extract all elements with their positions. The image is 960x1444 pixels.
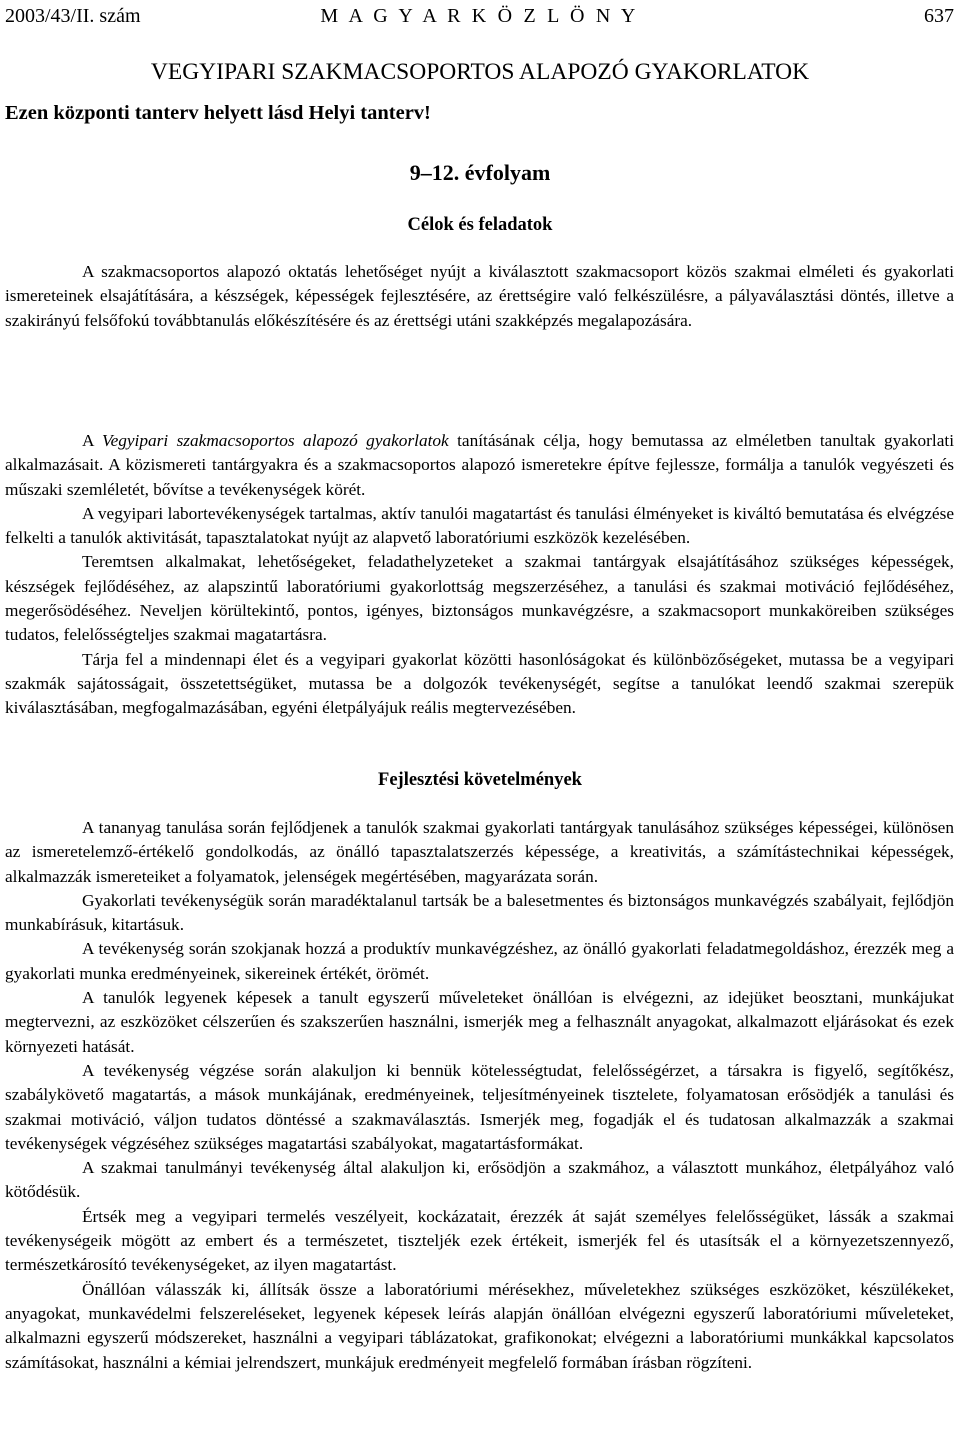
requirements-paragraph: A tananyag tanulása során fejlődjenek a tanulók szakmai gyakorlati tantárgyak tanulásához szükséges képességei, különösen az ismeretelemző-értékelő gondolkodás, az önálló tapasztalatszerzés képessége, a kreativitás, a számítástechnikai képességek, alkalmazzák ismereteiket a folyamatok, jelenségek megértésében, magyarázata során.: [5, 818, 954, 886]
requirements-paragraph: A tanulók legyenek képesek a tanult egyszerű műveleteket önállóan is elvégezni, az idejüket beosztani, munkájukat megtervezni, az eszközöket célszerűen és szakszerűen használni, ismerjék meg a felhasznált anyagokat, alkalmazott eljárásokat és ezek környezeti hatását.: [5, 988, 954, 1056]
subject-name-italic: Vegyipari szakmacsoportos alapozó gyakorlatok: [101, 431, 449, 450]
requirements-paragraph: A tevékenység során szokjanak hozzá a produktív munkavégzéshez, az önálló gyakorlati feladatmegoldáshoz, érezzék meg a gyakorlati munka eredményeinek, sikereinek értékét, örömét.: [5, 939, 954, 983]
document-title: VEGYIPARI SZAKMACSOPORTOS ALAPOZÓ GYAKORLATOK: [150, 59, 810, 85]
requirements-paragraph: Önállóan válasszák ki, állítsák össze a laboratóriumi mérésekhez, műveletekhez szükséges eszközöket, készülékeket, anyagokat, munkavédelmi felszereléseket, legyenek képesek leírás alapján önállóan elvégezni egyszerű laboratóriumi műveleteket, alkalmazni egyszerű módszereket, használni a vegyipari táblázatokat, grafikonokat; elvégezni a laboratóriumi munkákkal kapcsolatos számításokat, használni a kémiai jelrendszert, munkájuk eredményeit megfelelő formában írásban rögzíteni.: [5, 1279, 954, 1372]
goals-paragraph: A vegyipari labortevékenységek tartalmas, aktív tanulói magatartást és tanulási élményeket is kiváltó bemutatása és elvégzése felkelti a tanulók aktivitását, tapasztalatokat nyújt az alapvető laboratóriumi eszközök kezelésében.: [5, 503, 954, 548]
aim-suffix: tanításának célja, hogy bemutassa az elméletben tanultak gyakorlati alkalmazásait. A közismereti tantárgyakra és a szakmacsoportos alapozó ismeretekre építve fejlessze, formálja a tanulók vegyészeti és műszaki szemléletét, bővítse a tevékenységek körét.: [5, 431, 955, 499]
section-heading-requirements: Fejlesztési követelmények: [378, 770, 582, 790]
requirements-paragraph: A szakmai tanulmányi tevékenység által alakuljon ki, erősödjön a szakmához, a választott munkához, életpályához való kötődésük.: [5, 1158, 954, 1202]
goals-paragraph: Teremtsen alkalmakat, lehetőségeket, feladathelyzeteket a szakmai tantárgyak elsajátításához szükséges képességek, készségek fejlődéséhez, az alapszintű laboratóriumi gyakorlottság megszerzéséhez, a tanulási és szakmai motiváció fejlődéséhez, megerősödéséhez. Neveljen körültekintő, pontos, igényes, biztonságos munkavégzésre, a szakmacsoport munkaköreiben szükséges tudatos, felelősségteljes szakmai magatartásra.: [5, 552, 954, 645]
curriculum-note: Ezen központi tanterv helyett lásd Helyi tanterv!: [5, 102, 431, 124]
goals-paragraph: Tárja fel a mindennapi élet és a vegyipari gyakorlat közötti hasonlóságokat és különbözőségeket, mutassa be a vegyipari szakmák sajátosságait, összetettségüket, mutassa be a dolgozók tevékenységét, segítse a tanulókat leendő szakmai szerepük kiválasztásában, megfogalmazásában, egyéni életpályájuk reális megtervezésében.: [5, 649, 954, 718]
running-head: [5, 1, 954, 31]
requirements-paragraph: A tevékenység végzése során alakuljon ki bennük kötelességtudat, felelősségérzet, a társakra is figyelő, segítőkész, szabálykövető magatartás, a mások munkájának, eredményeinek, teljesítményeinek tisztelete, folyamatosan erősödjék a tanulási és szakmai motiváció, váljon tudatos döntéssé a szakmaválasztás. Ismerjék meg, fogadják el és tudatosan alkalmazzák a szakmai tevékenységek végzéséhez szükséges magatartási szabályokat, magatartásformákat.: [5, 1060, 954, 1153]
aim-prefix: A: [82, 431, 102, 450]
issue-number: 2003/43/II. szám: [5, 5, 141, 27]
goals-paragraph-aim: [5, 429, 954, 502]
grade-range: 9–12. évfolyam: [409, 160, 551, 185]
goals-intro-paragraph: A szakmacsoportos alapozó oktatás lehetőséget nyújt a kiválasztott szakmacsoport közös szakmai elméleti és gyakorlati ismereteinek elsajátítására, a készségek, képességek fejlesztésére, az érettségire való felkészülésre, a pályaválasztási döntés, illetve a szakirányú felsőfokú továbbtanulás előkészítésére és az érettségi utáni szakképzés megalapozására.: [5, 262, 954, 330]
goals-body-block: [5, 429, 954, 721]
requirements-paragraph: Értsék meg a vegyipari termelés veszélyeit, kockázatait, érezzék át saját személyes felelősségüket, lássák a szakmai tevékenységeik mögött az embert és a természetet, tiszteljék ezek értékeit, ismerjék fel és utasítsák el a környezetszennyező, természetkárosító tevékenységeket, az ilyen magatartást.: [5, 1206, 954, 1275]
goals-intro-block: [5, 260, 954, 333]
page-number: 637: [924, 5, 954, 27]
requirements-paragraph: Gyakorlati tevékenységük során maradéktalanul tartsák be a balesetmentes és biztonságos munkavégzés szabályait, fejlődjön munkabírásuk, kitartásuk.: [5, 890, 954, 935]
journal-name: M A G Y A R K Ö Z L Ö N Y: [320, 5, 639, 27]
section-heading-goals: Célok és feladatok: [407, 215, 553, 235]
requirements-block: [5, 816, 954, 1375]
